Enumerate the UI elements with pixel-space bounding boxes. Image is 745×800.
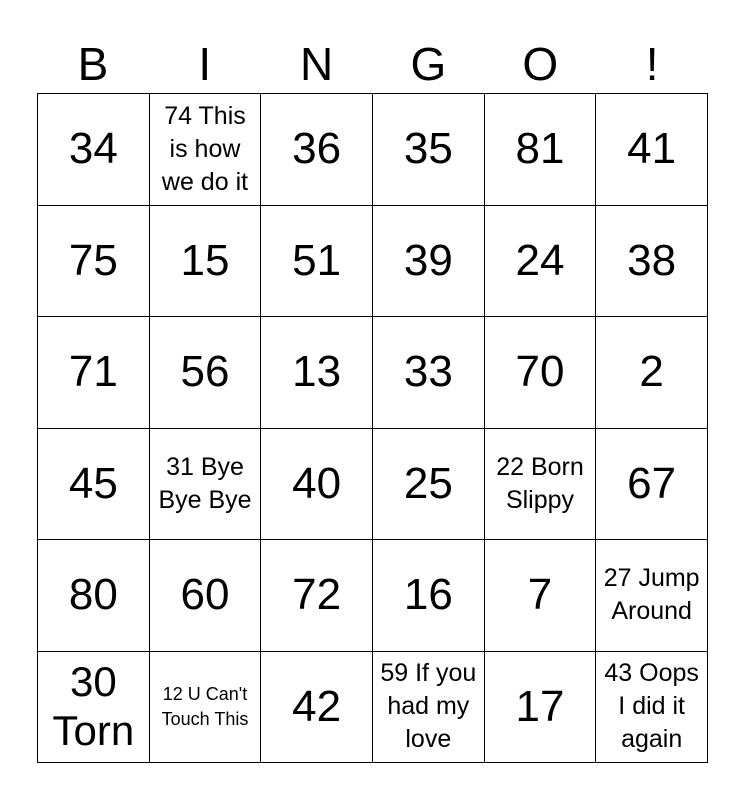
bingo-cell-text: 33 bbox=[403, 347, 453, 397]
header-letter-o: O bbox=[522, 38, 559, 90]
bingo-cell[interactable] bbox=[150, 540, 262, 652]
bingo-cell-text: 38 bbox=[627, 235, 677, 285]
bingo-cell[interactable] bbox=[596, 206, 708, 318]
bingo-cell-text: 56 bbox=[180, 347, 230, 397]
bingo-cell-text: 7 bbox=[527, 570, 553, 620]
bingo-cell-text: 51 bbox=[292, 235, 342, 285]
bingo-cell[interactable] bbox=[485, 317, 597, 429]
bingo-cell[interactable] bbox=[485, 206, 597, 318]
bingo-cell-text: 80 bbox=[68, 570, 118, 620]
bingo-cell[interactable] bbox=[373, 540, 485, 652]
header-letter-i: I bbox=[198, 38, 212, 90]
bingo-cell[interactable] bbox=[373, 94, 485, 206]
bingo-cell[interactable] bbox=[150, 429, 262, 541]
bingo-cell[interactable] bbox=[38, 429, 150, 541]
bingo-cell[interactable] bbox=[261, 429, 373, 541]
bingo-header bbox=[37, 36, 708, 92]
bingo-cell-text: 13 bbox=[292, 347, 342, 397]
bingo-cell[interactable] bbox=[485, 652, 597, 764]
header-letter-n: N bbox=[299, 38, 334, 90]
bingo-cell[interactable] bbox=[373, 206, 485, 318]
bingo-cell-text: 34 bbox=[68, 124, 118, 174]
bingo-cell-text: 81 bbox=[515, 124, 565, 174]
bingo-cell-text: 42 bbox=[292, 681, 342, 731]
bingo-cell-text: 45 bbox=[68, 458, 118, 508]
bingo-cell-text: 41 bbox=[627, 124, 677, 174]
bingo-cell-text: 25 bbox=[403, 458, 453, 508]
bingo-cell-text: 40 bbox=[292, 458, 342, 508]
bingo-cell-text: 67 bbox=[627, 458, 677, 508]
bingo-cell[interactable] bbox=[261, 94, 373, 206]
bingo-cell[interactable] bbox=[596, 429, 708, 541]
header-letter-g: G bbox=[410, 38, 447, 90]
bingo-cell[interactable] bbox=[261, 540, 373, 652]
bingo-cell[interactable] bbox=[596, 652, 708, 764]
bingo-cell[interactable] bbox=[373, 429, 485, 541]
header-letter-b: B bbox=[77, 38, 109, 90]
bingo-cell[interactable] bbox=[485, 94, 597, 206]
bingo-cell-text: 71 bbox=[68, 347, 118, 397]
bingo-cell-text: 36 bbox=[292, 124, 342, 174]
bingo-cell[interactable] bbox=[596, 94, 708, 206]
bingo-cell-text: 15 bbox=[180, 235, 230, 285]
bingo-cell-text: 74 This is how we do it bbox=[161, 101, 249, 196]
bingo-cell-text: 2 bbox=[639, 347, 664, 397]
bingo-cell[interactable] bbox=[485, 540, 597, 652]
bingo-cell[interactable] bbox=[373, 317, 485, 429]
bingo-cell[interactable] bbox=[150, 206, 262, 318]
bingo-cell-text: 72 bbox=[292, 570, 342, 620]
bingo-cell[interactable] bbox=[485, 429, 597, 541]
bingo-cell-text: 35 bbox=[403, 124, 453, 174]
bingo-cell[interactable] bbox=[150, 94, 262, 206]
bingo-cell-text: 12 U Can't Touch This bbox=[161, 683, 249, 729]
bingo-cell-text: 27 Jump Around bbox=[603, 564, 700, 626]
bingo-cell[interactable] bbox=[38, 540, 150, 652]
bingo-cell[interactable] bbox=[261, 206, 373, 318]
bingo-cell-text: 24 bbox=[515, 235, 565, 285]
bingo-cell[interactable] bbox=[38, 317, 150, 429]
bingo-cell-text: 60 bbox=[180, 570, 230, 620]
bingo-cell[interactable] bbox=[261, 317, 373, 429]
bingo-board bbox=[37, 93, 708, 763]
bingo-cell[interactable] bbox=[38, 206, 150, 318]
bingo-cell-text: 17 bbox=[515, 681, 565, 731]
bingo-cell[interactable] bbox=[261, 652, 373, 764]
bingo-cell[interactable] bbox=[596, 317, 708, 429]
bingo-cell[interactable] bbox=[38, 652, 150, 764]
bingo-cell-text: 39 bbox=[403, 235, 453, 285]
bingo-cell-text: 70 bbox=[515, 347, 565, 397]
bingo-cell[interactable] bbox=[373, 652, 485, 764]
bingo-cell[interactable] bbox=[38, 94, 150, 206]
bingo-cell[interactable] bbox=[150, 652, 262, 764]
bingo-cell-text: 59 If you had my love bbox=[380, 659, 477, 754]
header-letter-exclamation: ! bbox=[645, 38, 659, 90]
bingo-cell-text: 22 Born Slippy bbox=[496, 452, 584, 514]
bingo-cell-text: 31 Bye Bye Bye bbox=[158, 452, 252, 514]
bingo-cell-text: 43 Oops I did it again bbox=[604, 659, 699, 754]
bingo-cell-text: 30 Torn bbox=[52, 658, 135, 754]
bingo-cell-text: 16 bbox=[403, 570, 453, 620]
bingo-cell[interactable] bbox=[150, 317, 262, 429]
bingo-cell[interactable] bbox=[596, 540, 708, 652]
bingo-cell-text: 75 bbox=[68, 235, 118, 285]
